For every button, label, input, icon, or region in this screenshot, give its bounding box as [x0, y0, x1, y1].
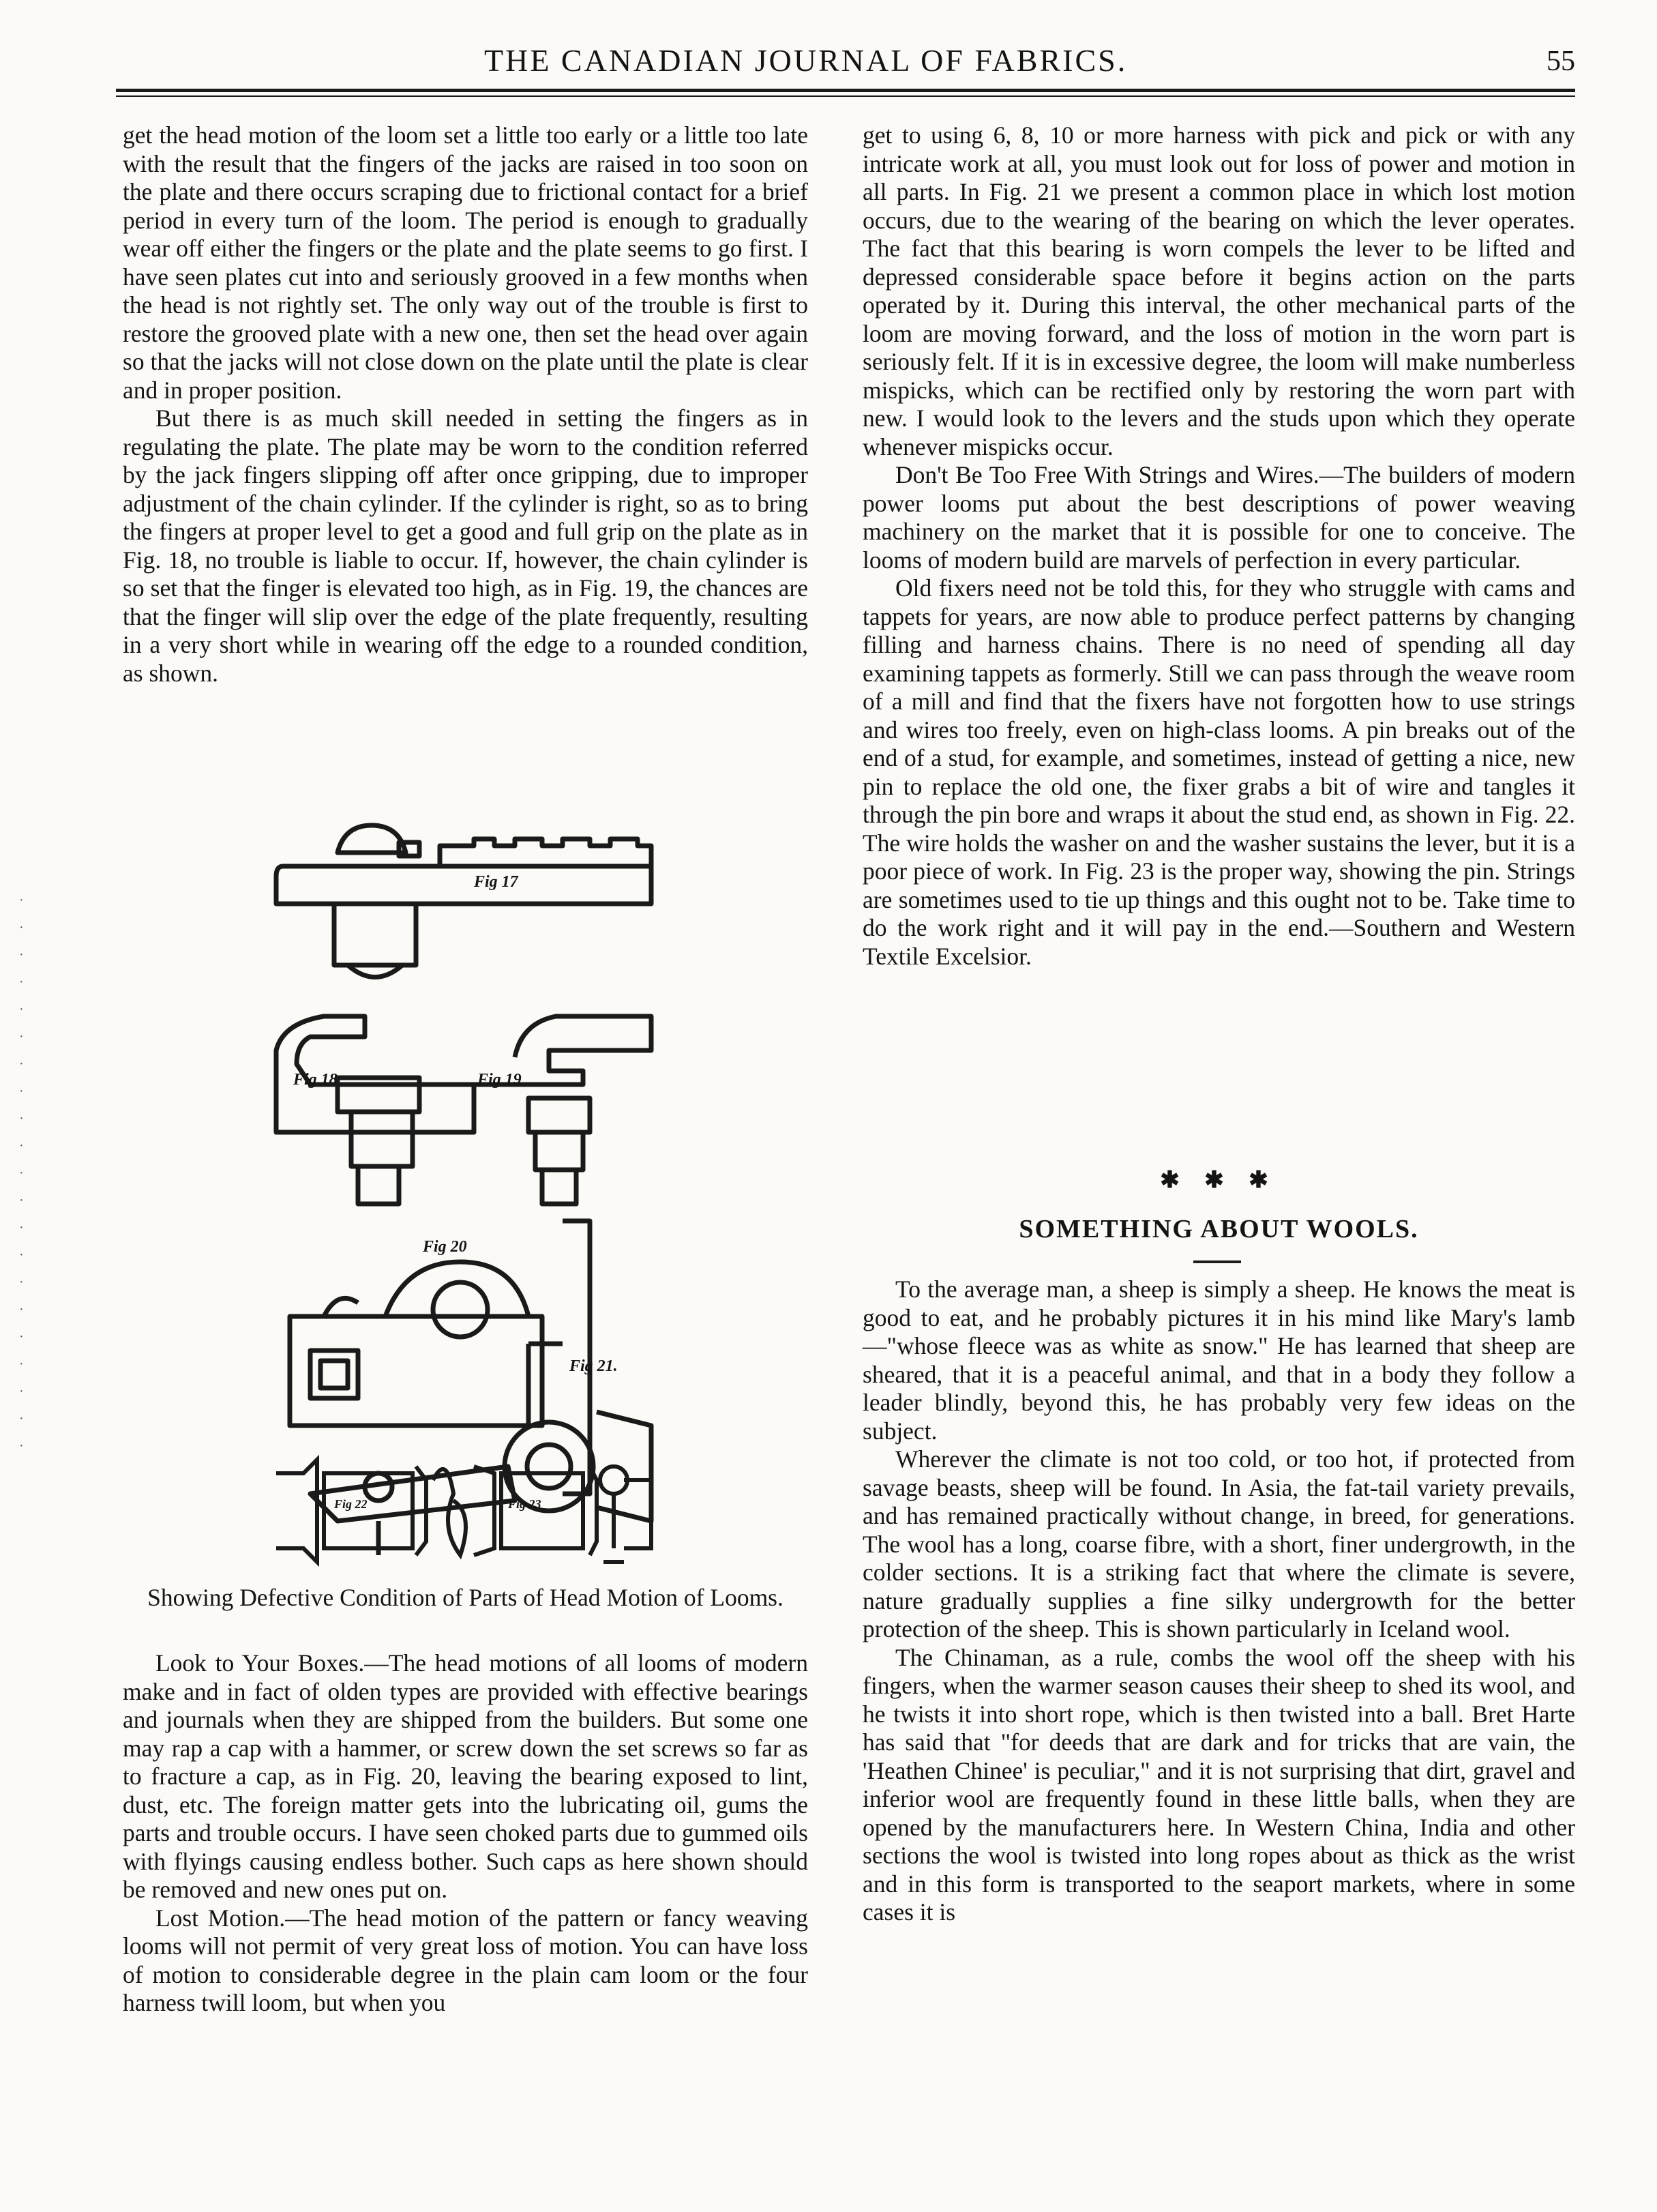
- paragraph: The Chinaman, as a rule, combs the wool off the sheep with his fingers, when the warmer season causes their sheep to shed its wool, and he twists it into short rope, which is then twisted into a ball. Bret Harte has said that "for deeds that are dark and for tricks that are vain, the 'Heathen Chinee' is peculiar," and it is not surprising that dirt, gravel and inferior wool are frequently found in these little balls, when they are opened by the manufacturers here. In Western China, India and other sections the wool is twisted into long ropes about as thick as the wrist and in this form is transported to the seaport markets, where in some cases it is: [863, 1643, 1575, 1926]
- left-column-continued: [123, 1649, 808, 2018]
- wools-article: [863, 1275, 1575, 1927]
- paragraph: To the average man, a sheep is simply a sheep. He knows the meat is good to eat, and he probably pictures it in his mind like Mary's lamb—"whose fleece was as white as snow." He has learned that sheep are sheared, that it is a peaceful animal, and that in a body they follow a leader blindly, beyond this, he has probably very few ideas on the subject.: [863, 1275, 1575, 1445]
- paragraph: get the head motion of the loom set a little too early or a little too late with the result that the fingers of the jacks are raised in too soon on the plate and there occurs scraping due to frictional contact for a brief period in every turn of the loom. The period is enough to gradually wear off either the fingers or the plate and the plate seems to go first. I have seen plates cut into and seriously grooved in a few months when the head is not rightly set. The only way out of the trouble is first to restore the grooved plate with a new one, then set the head over again so that the jacks will not close down on the plate until the plate is clear and in proper position.: [123, 121, 808, 404]
- section-heading: SOMETHING ABOUT WOOLS.: [1019, 1215, 1419, 1243]
- section-ornament: ✱ ✱ ✱: [1160, 1168, 1278, 1193]
- fig-label: Fig 18: [293, 1071, 338, 1089]
- fig-label: Fig 20: [423, 1238, 467, 1256]
- fig-label: Fig 23: [508, 1497, 541, 1511]
- fig-label: Fig 17: [474, 873, 518, 891]
- header-rule-thick: [116, 89, 1575, 92]
- fig-label: Fig 22: [334, 1497, 368, 1511]
- paragraph: Old fixers need not be told this, for they who struggle with cams and tappets for years, are now able to produce perfect patterns by changing filling and harness chains. There is no need of spending all day examining tappets as formerly. Still we can pass through the weave room of a mill and find that the fixers have not forgotten how to use strings and wires too freely, even on high-class looms. A pin breaks out of the end of a stud, for example, and sometimes, instead of getting a nice, new pin to replace the old one, the fixer grabs a bit of wire and tangles it through the pin bore and wraps it about the stud end, as shown in Fig. 22. The wire holds the washer on and the washer sustains the lever, but it is a poor piece of work. In Fig. 23 is the proper way, showing the pin. Strings are sometimes used to tie up things and this ought not to be. Take time to do the work right and it will pay in the end.—Southern and Western Textile Excelsior.: [863, 574, 1575, 970]
- paragraph: get to using 6, 8, 10 or more harness with pick and pick or with any intricate work at all, you must look out for loss of power and motion in all parts. In Fig. 21 we present a common place in which lost motion occurs, due to the wearing of the bearing on which the lever operates. The fact that this bearing is worn compels the lever to be lifted and depressed considerable space before it begins action on the parts operated by it. During this interval, the other mechanical parts of the loom are moving forward, and the loss of motion in the worn part is seriously felt. If it is in excessive degree, the loom will make numberless mispicks, which can be rectified only by restoring the worn part with new. I would look to the levers and the studs upon which they operate whenever mispicks occur.: [863, 121, 1575, 460]
- figure-labels: [269, 812, 678, 1562]
- paragraph: Look to Your Boxes.—The head motions of all looms of modern make and in fact of olden types are provided with effective bearings and journals when they are shipped from the builders. But some one may rap a cap with a hammer, or screw down the set screws so far as to fracture a cap, as in Fig. 20, leaving the bearing exposed to lint, dust, etc. The foreign matter gets into the lubricating oil, gums the parts and trouble occurs. I have seen choked parts due to gummed oils with flyings causing endless bother. Such caps as here shown should be removed and new ones put on.: [123, 1649, 808, 1903]
- journal-title: THE CANADIAN JOURNAL OF FABRICS.: [484, 43, 1128, 78]
- right-column: [863, 121, 1575, 971]
- margin-specks: · · · · · · · · · · · · · · · · · · · · ·: [19, 893, 24, 1454]
- paragraph: Wherever the climate is not too cold, or too hot, if protected from savage beasts, sheep will be found. In Asia, the fat-tail variety prevails, and has remained practically without change, in breed, for generations. The wool has a long, coarse fibre, with a short, finer undergrowth, in the colder sections. It is a striking fact that where the climate is severe, nature gradually supplies a fine silky undergrowth for the better protection of the sheep. This is shown particularly in Iceland wool.: [863, 1445, 1575, 1642]
- header-rule-thin: [116, 95, 1575, 97]
- fig-label: Fig 19: [477, 1071, 522, 1089]
- paragraph: But there is as much skill needed in setting the fingers as in regulating the plate. The plate may be worn to the condition referred by the jack fingers slipping off after once gripping, due to improper adjustment of the chain cylinder. If the cylinder is right, so as to bring the fingers at proper level to get a good and full grip on the plate as in Fig. 18, no trouble is liable to occur. If, however, the chain cylinder is so set that the finger is elevated too high, as in Fig. 19, the chances are that the finger will slip over the edge of the plate frequently, resulting in a very short while in wearing off the edge to a rounded condition, as shown.: [123, 404, 808, 687]
- left-column: [123, 121, 808, 688]
- page-header: [116, 42, 1575, 83]
- page-number: 55: [1547, 46, 1575, 77]
- heading-rule: [1193, 1260, 1241, 1263]
- fig-label: Fig 21.: [569, 1357, 618, 1375]
- figure-caption: Showing Defective Condition of Parts of Head Motion of Looms.: [147, 1584, 783, 1611]
- paragraph: Lost Motion.—The head motion of the pattern or fancy weaving looms will not permit of very great loss of motion. You can have loss of motion to considerable degree in the plain cam loom or the four harness twill loom, but when you: [123, 1904, 808, 2016]
- paragraph: Don't Be Too Free With Strings and Wires.—The builders of modern power looms put about the best descriptions of power weaving machinery on the market that it is possible for one to conceive. The looms of modern build are marvels of perfection in every particular.: [863, 461, 1575, 574]
